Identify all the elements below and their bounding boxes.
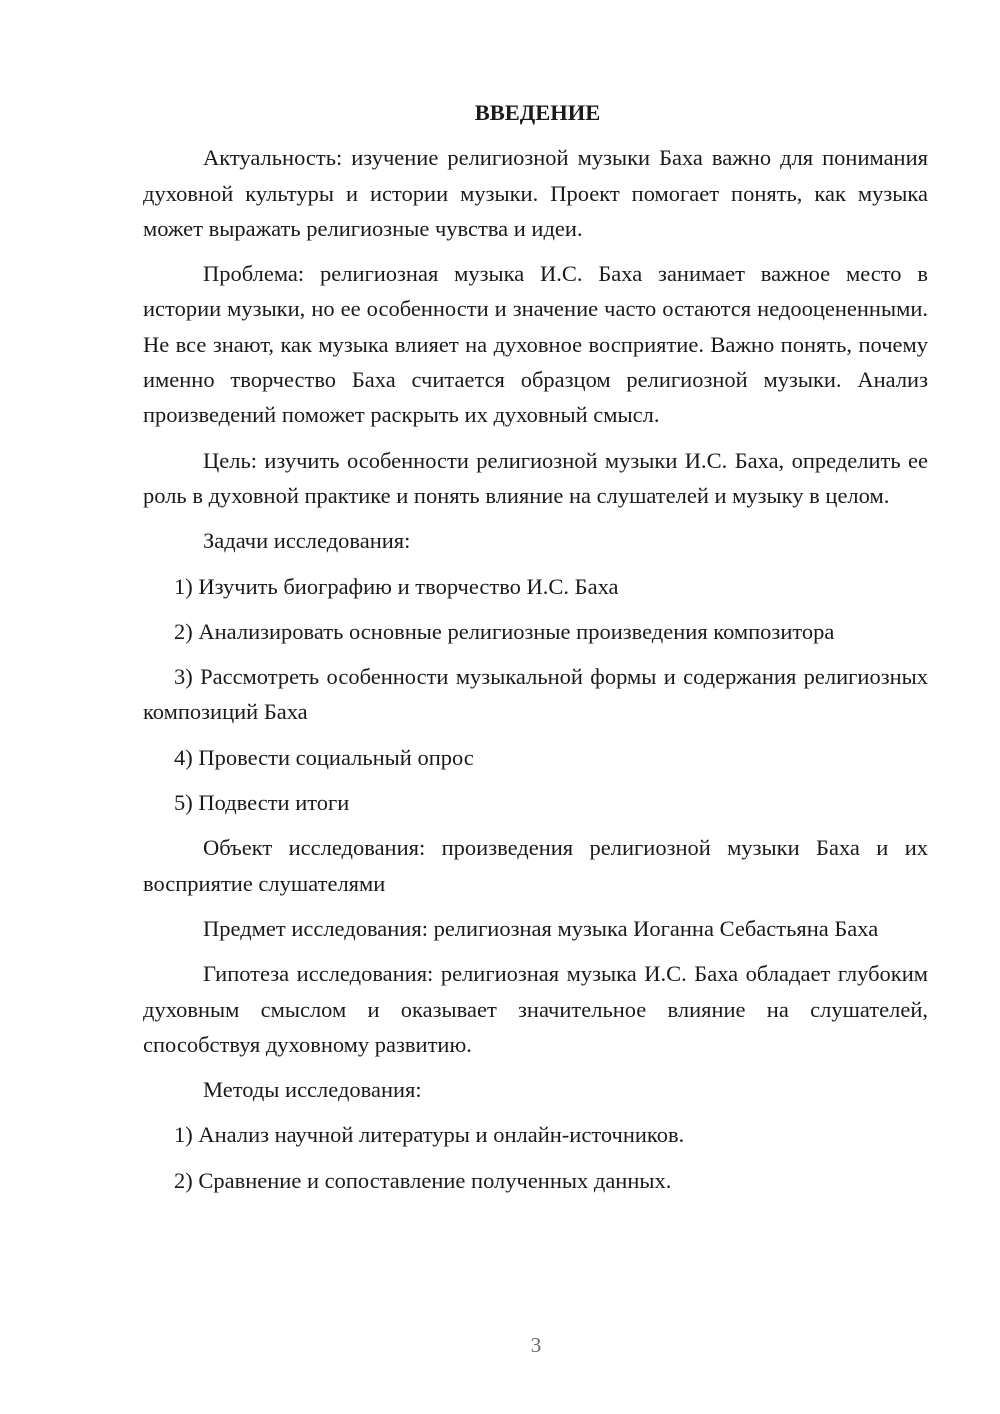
page-content bbox=[143, 95, 928, 1208]
problem-paragraph: Проблема: религиозная музыка И.С. Баха занимает важное место в истории музыки, но ее особенности и значение часто остаются недооцененными. Не все знают, как музыка влияет на духовное восприятие. Важно понять, почему именно творчество Баха считается образцом религиозной музыки. Анализ произведений поможет раскрыть их духовный смысл. bbox=[143, 261, 928, 428]
task-item: 5) Подвести итоги bbox=[174, 790, 350, 816]
object-paragraph: Объект исследования: произведения религиозной музыки Баха и их восприятие слушателями bbox=[143, 835, 928, 896]
hypothesis-paragraph: Гипотеза исследования: религиозная музыка И.С. Баха обладает глубоким духовным смыслом и оказывает значительное влияние на слушателей, способствуя духовному развитию. bbox=[143, 961, 928, 1057]
method-item: 2) Сравнение и сопоставление полученных данных. bbox=[174, 1167, 672, 1193]
methods-heading: Методы исследования: bbox=[203, 1077, 422, 1103]
subject-paragraph: Предмет исследования: религиозная музыка Иоганна Себастьяна Баха bbox=[203, 915, 879, 941]
page-number: 3 bbox=[530, 1333, 542, 1357]
task-item: 3) Рассмотреть особенности музыкальной формы и содержания религиозных композиций Баха bbox=[143, 664, 928, 725]
task-item: 1) Изучить биографию и творчество И.С. Баха bbox=[174, 573, 619, 599]
task-item: 4) Провести социальный опрос bbox=[174, 744, 474, 770]
task-item: 2) Анализировать основные религиозные произведения композитора bbox=[174, 618, 835, 644]
method-item: 1) Анализ научной литературы и онлайн-источников. bbox=[174, 1122, 685, 1148]
goal-paragraph: Цель: изучить особенности религиозной музыки И.С. Баха, определить ее роль в духовной практике и понять влияние на слушателей и музыку в целом. bbox=[143, 447, 928, 508]
tasks-heading: Задачи исследования: bbox=[203, 528, 411, 554]
section-title: ВВЕДЕНИЕ bbox=[474, 100, 601, 125]
relevance-paragraph: Актуальность: изучение религиозной музыки Баха важно для понимания духовной культуры и истории музыки. Проект помогает понять, как музыка может выражать религиозные чувства и идеи. bbox=[143, 145, 928, 241]
